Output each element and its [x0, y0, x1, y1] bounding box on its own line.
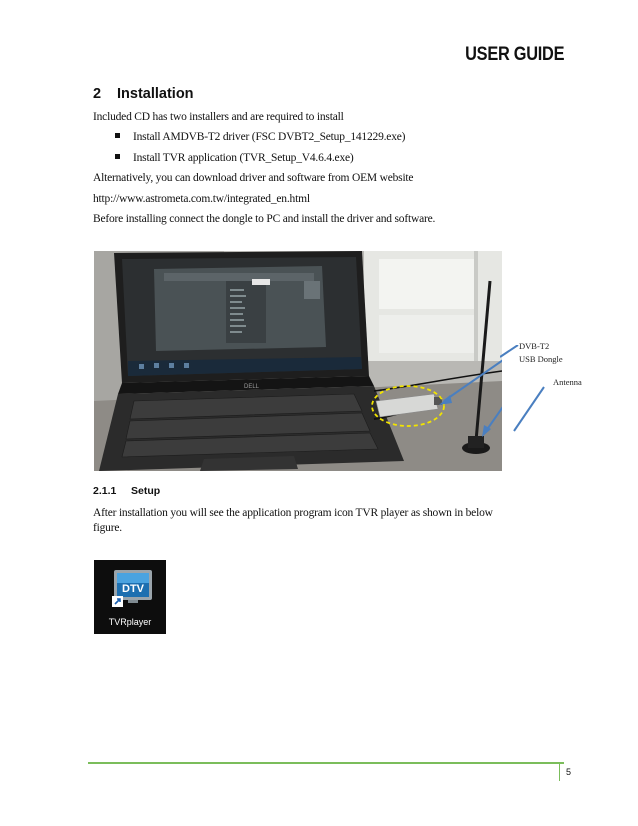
laptop-brand-logo: DELL — [244, 384, 260, 390]
footer-rule — [88, 762, 564, 764]
bullet-item — [115, 152, 354, 164]
section-title: Installation — [117, 86, 194, 102]
bullet-square-icon — [115, 154, 120, 159]
document-header-title: USER GUIDE — [464, 44, 564, 65]
tvrplayer-icon-label: TVRplayer — [108, 617, 152, 627]
subsection-title: Setup — [131, 485, 161, 497]
section-heading — [93, 86, 194, 102]
dongle-label-line1: DVB-T2 — [519, 341, 550, 351]
setup-paragraph-line2: figure. — [93, 522, 122, 534]
before-install-paragraph: Before installing connect the dongle to PC and install the driver and software. — [93, 213, 436, 225]
page-number: 5 — [566, 767, 572, 777]
tvrplayer-app-icon[interactable] — [94, 560, 166, 634]
bullet-text: Install AMDVB-T2 driver (FSC DVBT2_Setup_141229.exe) — [133, 131, 406, 143]
bullet-text: Install TVR application (TVR_Setup_V4.6.4.exe) — [133, 152, 354, 164]
bullet-item — [115, 131, 405, 143]
footer-divider — [559, 763, 560, 781]
dtv-badge-text: DTV — [122, 583, 144, 595]
subsection-number: 2.1.1 — [93, 485, 117, 497]
section-number: 2 — [93, 86, 102, 102]
download-paragraph: Alternatively, you can download driver and software from OEM website — [93, 172, 414, 184]
oem-url: http://www.astrometa.com.tw/integrated_en.html — [93, 193, 310, 205]
bullet-square-icon — [115, 133, 120, 138]
dongle-label-line2: USB Dongle — [519, 354, 563, 364]
setup-paragraph-line1: After installation you will see the application program icon TVR player as shown in below — [93, 507, 493, 519]
laptop-dongle-photo — [94, 251, 502, 471]
intro-paragraph: Included CD has two installers and are required to install — [93, 111, 344, 123]
setup-photo — [94, 251, 502, 471]
tv-shortcut-icon — [94, 560, 166, 634]
subsection-heading — [93, 485, 160, 497]
antenna-label: Antenna — [553, 377, 582, 387]
